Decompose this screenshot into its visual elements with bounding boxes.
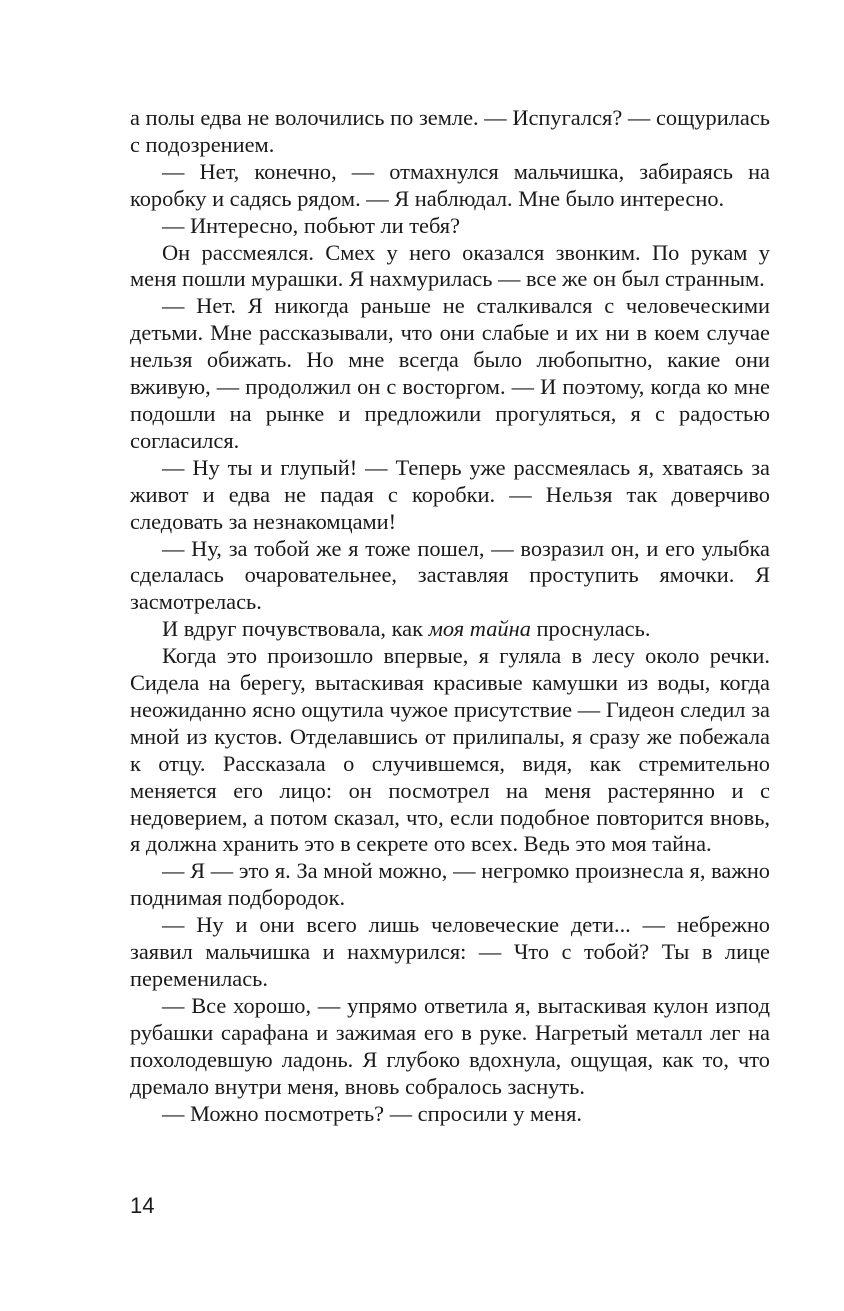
paragraph-6: — Ну ты и глупый! — Теперь уже рассмеялась я, хватаясь за живот и едва не падая с коробки. — Нельзя так доверчиво следовать за незнакомцами! [130,454,770,534]
paragraph-1: а полы едва не волочились по земле. — Испугался? — сощурилась с подозрением. [130,105,770,157]
body-text [130,105,770,1127]
page-number: 14 [130,1193,155,1218]
paragraph-5: — Нет. Я никогда раньше не сталкивался с человеческими детьми. Мне рассказывали, что они слабые и их ни в коем случае нельзя обижать. Но мне всегда было любопытно, какие они вживую, — продолжил он с восторгом. — И поэтому, когда ко мне подошли на рынке и предложили прогуляться, я с радостью согласился. [130,293,770,453]
paragraph-13: — Можно посмотреть? — спросили у меня. [162,1100,582,1126]
paragraph-8 [130,616,770,643]
paragraph-9: Когда это произошло впервые, я гуляла в лесу около речки. Сидела на берегу, вытаскивая красивые камушки из воды, когда неожиданно ясно ощутила чужое присутствие — Гидеон следил за мной из кустов. Отделавшись от прилипалы, я сразу же побежала к отцу. Рассказала о случившемся, видя, как стремительно меняется его лицо: он посмотрел на меня растерянно и с недоверием, а потом сказал, что, если подобное повторится вновь, я должна хранить это в секрете ото всех. Ведь это моя тайна. [130,643,770,857]
paragraph-4: Он рассмеялся. Смех у него оказался звонким. По рукам у меня пошли мурашки. Я нахмурилась — все же он был странным. [130,239,770,292]
paragraph-11: — Ну и они всего лишь человеческие дети... — небрежно заявил мальчишка и нахмурился: — Что с тобой? Ты в лице переменилась. [130,912,770,991]
paragraph-3: — Интересно, побьют ли тебя? [162,212,461,238]
paragraph-10: — Я — это я. За мной можно, — негромко произнесла я, важно поднимая подбородок. [130,858,770,911]
paragraph-8-end: проснулась. [530,616,651,642]
paragraph-2: — Нет, конечно, — отмахнулся мальчишка, забираясь на коробку и садясь рядом. — Я наблюдал. Мне было интересно. [130,158,770,211]
paragraph-7: — Ну, за тобой же я тоже пошел, — возразил он, и его улыбка сделалась очаровательнее, заставляя проступить ямочки. Я засмотрелась. [130,535,770,615]
paragraph-12: — Все хорошо, — упрямо ответила я, вытаскивая кулон изпод рубашки сарафана и зажимая его в руке. Нагретый металл лег на похолодевшую ладонь. Я глубоко вдохнула, ощущая, как то, что дремало внутри меня, вновь собралось заснуть. [130,992,770,1099]
italic-phrase: моя тайна [428,616,531,642]
paragraph-8-start: И вдруг почувствовала, как [162,616,429,642]
